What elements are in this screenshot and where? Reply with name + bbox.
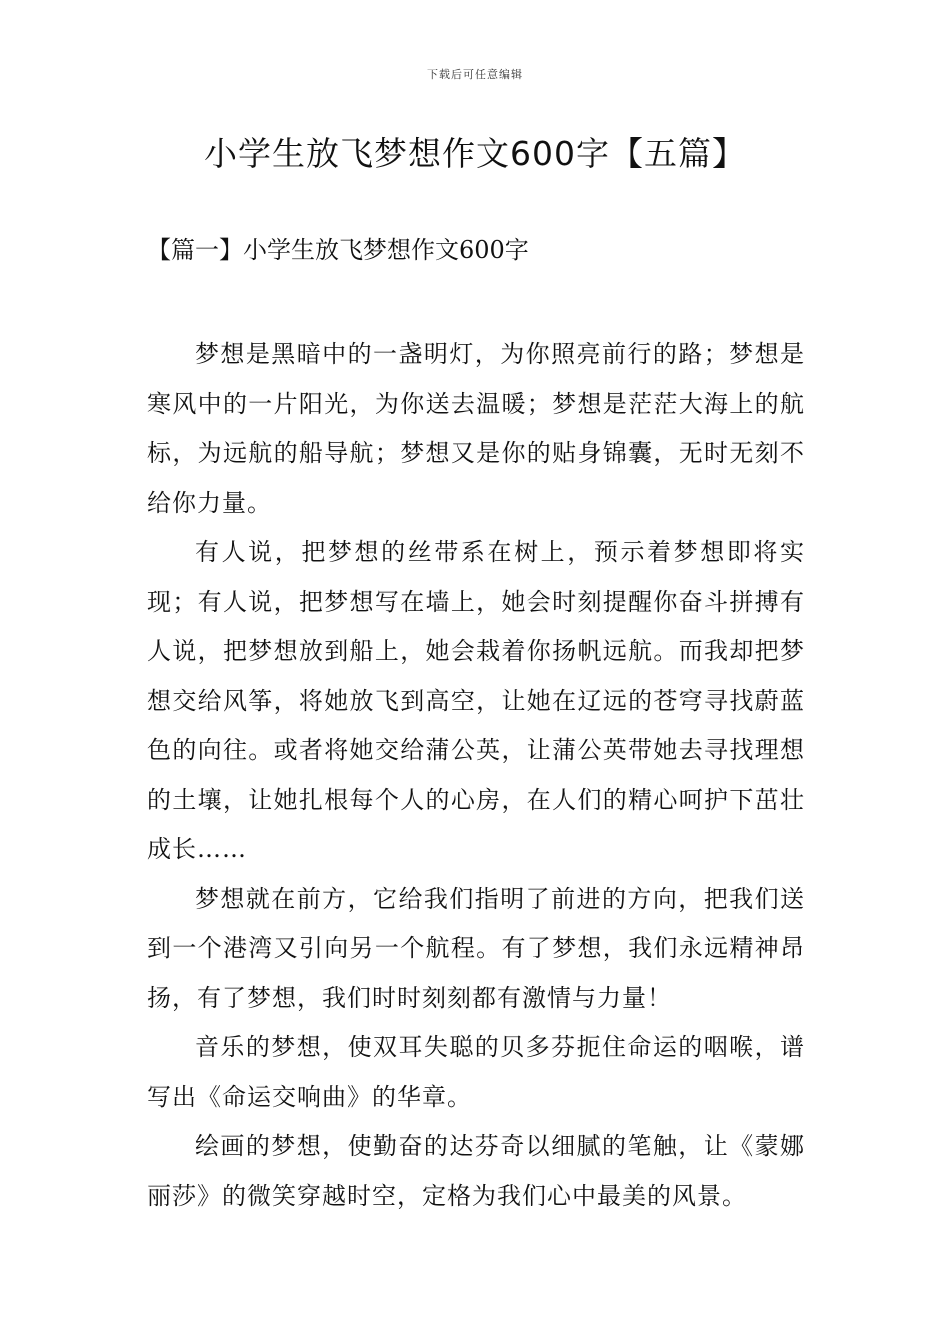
paragraph: 绘画的梦想，使勤奋的达芬奇以细腻的笔触，让《蒙娜丽莎》的微笑穿越时空，定格为我们心中最美的风景。 (147, 1132, 805, 1210)
paragraph: 音乐的梦想，使双耳失聪的贝多芬扼住命运的咽喉，谱写出《命运交响曲》的华章。 (147, 1033, 805, 1111)
header-note: 下载后可任意编辑 (427, 68, 523, 81)
paragraph: 梦想是黑暗中的一盏明灯，为你照亮前行的路；梦想是寒风中的一片阳光，为你送去温暖；梦想是茫茫大海上的航标，为远航的船导航；梦想又是你的贴身锦囊，无时无刻不给你力量。 (147, 340, 805, 517)
paragraph: 梦想就在前方，它给我们指明了前进的方向，把我们送到一个港湾又引向另一个航程。有了梦想，我们永远精神昂扬，有了梦想，我们时时刻刻都有激情与力量！ (147, 884, 805, 1012)
body-text (147, 330, 805, 1221)
section-heading: 【篇一】小学生放飞梦想作文600字 (147, 236, 529, 264)
paragraph: 有人说，把梦想的丝带系在树上，预示着梦想即将实现；有人说，把梦想写在墙上，她会时刻提醒你奋斗拼搏有人说，把梦想放到船上，她会栽着你扬帆远航。而我却把梦想交给风筝，将她放飞到高空，让她在辽远的苍穹寻找蔚蓝色的向往。或者将她交给蒲公英，让蒲公英带她去寻找理想的土壤，让她扎根每个人的心房，在人们的精心呵护下茁壮成长…… (147, 538, 805, 863)
document-title: 小学生放飞梦想作文600字【五篇】 (204, 134, 746, 173)
